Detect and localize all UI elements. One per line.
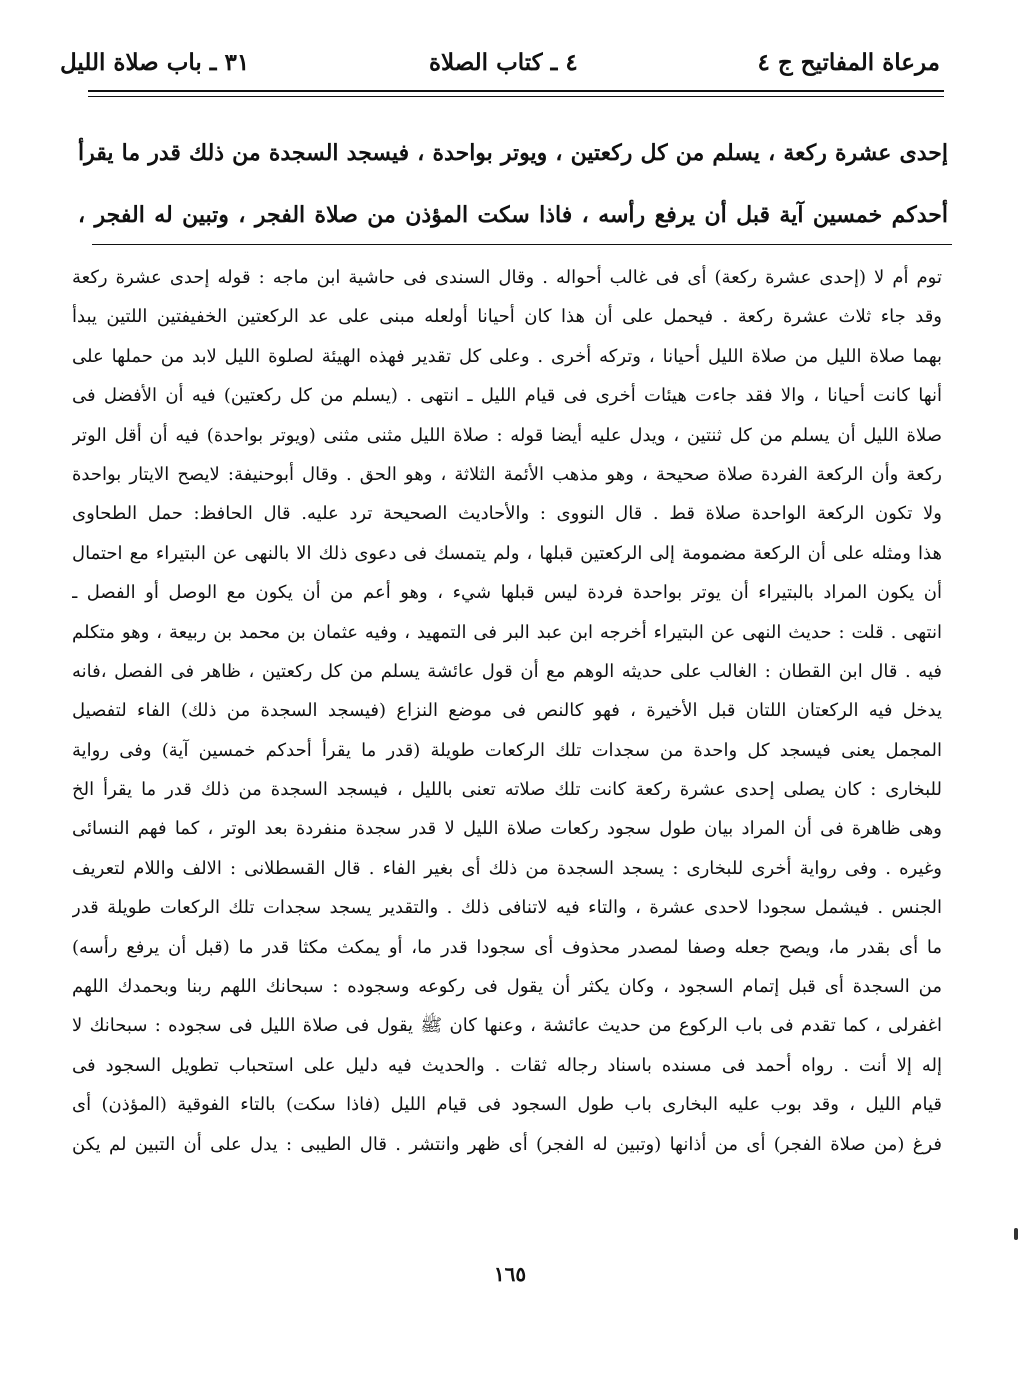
commentary [72, 258, 942, 1164]
header-rule-thin [88, 96, 944, 97]
commentary-line: صلاة الليل أن يسلم من كل ثنتين ، ويدل عليه أيضا قوله : صلاة الليل مثنى مثنى (ويوتر بواحدة) فيه أن أقل الوتر [72, 424, 942, 446]
commentary-line: توم أم لا (إحدى عشرة ركعة) أى فى غالب أحواله . وقال السندى فى حاشية ابن ماجه : قوله إحدى عشرة ركعة [72, 267, 942, 288]
commentary-line: فيه . قال ابن القطان : الغالب على حديثه الوهم مع أن قول عائشة يسلم من كل ركعتين ، ظاهر فى الفصل ،فانه [72, 660, 942, 682]
text-commentary-divider [92, 244, 952, 245]
commentary-line: يدخل فيه الركعتان اللتان قبل الأخيرة ، فهو كالنص فى موضع النزاع (فيسجد السجدة من ذلك) الفاء لتفصيل [72, 700, 942, 722]
commentary-line: اغفرلى ، كما تقدم فى باب الركوع من حديث عائشة ، وعنها كان ﷺ يقول فى صلاة الليل فى سجوده : سبحانك لا [72, 1015, 942, 1037]
commentary-line: إله إلا أنت . رواه أحمد فى مسنده باسناد رجاله ثقات . والحديث فيه دليل على استحباب تطويل السجود فى [72, 1054, 942, 1076]
commentary-line: انتهى . قلت : حديث النهى عن البتيراء أخرجه ابن عبد البر فى التمهيد ، وفيه عثمان بن محمد بن ربيعة ، وهو متكلم [72, 621, 942, 643]
commentary-line: من السجدة أى قبل إتمام السجود ، وكان يكثر أن يقول فى ركوعه وسجوده : سبحانك اللهم ربنا وبحمدك اللهم [72, 976, 942, 998]
running-header [60, 40, 940, 84]
header-section-title: ٣١ ـ باب صلاة الليل [60, 48, 250, 76]
commentary-line: ركعة وأن الركعة الفردة صلاة صحيحة ، وهو مذهب الأئمة الثلاثة ، وهو الحق . وقال أبوحنيفة: لايصح الايتار بواحدة [72, 463, 942, 485]
commentary-line: قيام الليل ، وقد بوب عليه البخارى باب طول السجود فى قيام الليل (فاذا سكت) بالتاء الفوقية (المؤذن) أى [72, 1094, 942, 1116]
commentary-line: للبخارى : كان يصلى إحدى عشرة ركعة كانت تلك صلاته تعنى بالليل ، فيسجد السجدة من ذلك قدر ما يقرأ الخ [72, 779, 942, 801]
header-chapter-title: ٤ ـ كتاب الصلاة [428, 48, 578, 76]
header-rule [88, 90, 944, 92]
header-book-title: مرعاة المفاتيح ج ٤ [757, 48, 940, 76]
commentary-line: ما أى بقدر ما، ويصح جعله وصفا لمصدر محذوف أى سجودا قدر ما، أو يمكث مكثا قدر ما (قبل أن يرفع رأسه) [72, 936, 942, 958]
commentary-line: الجنس . فيشمل سجودا لاحدى عشرة ، والتاء فيه لاتنافى ذلك . والتقدير يسجد سجدات تلك الركعات طويلة قدر [72, 897, 942, 919]
hadith-line: أحدكم خمسين آية قبل أن يرفع رأسه ، فاذا سكت المؤذن من صلاة الفجر ، وتبين له الفجر ، [78, 202, 948, 228]
commentary-line: ولا تكون الركعة الواحدة صلاة قط . قال النووى : والأحاديث الصحيحة ترد عليه. قال الحافظ: حمل الطحاوى [72, 503, 942, 525]
commentary-line: وغيره . وفى رواية أخرى للبخارى : يسجد السجدة من ذلك أى بغير الفاء . قال القسطلانى : الالف واللام لتعريف [72, 857, 942, 879]
commentary-line: وقد جاء ثلاث عشرة ركعة . فيحمل على أن هذا كان أحيانا أولعله مبنى على عد الركعتين الخفيفتين اللتين يبدأ [72, 306, 942, 328]
commentary-line: بهما صلاة الليل من صلاة الليل أحيانا ، وتركه أخرى . وعلى كل تقدير فهذه الهيئة لصلوة الليل لابد من حملها على [72, 345, 942, 367]
commentary-line: وهى ظاهرة فى أن المراد بيان طول سجود ركعات صلاة الليل لا قدر سجدة منفردة بعد الوتر ، كما فهم النسائى [72, 818, 942, 840]
commentary-line: أن يكون المراد بالبتيراء أن يوتر بواحدة فردة ليس قبلها شيء ، وهو أعم من أن يكون مع الوصل أو الفصل ـ [72, 582, 942, 604]
commentary-line: هذا ومثله على أن الركعة مضمومة إلى الركعتين قبلها ، ولم يتمسك فى دعوى ذلك الا بالنهى عن البتيراء مع احتمال [72, 542, 942, 564]
commentary-line: أنها كانت أحيانا ، والا فقد جاءت هيئات أخرى فى قيام الليل ـ انتهى . (يسلم من كل ركعتين) فيه أن الأفضل فى [72, 385, 942, 407]
hadith-line: إحدى عشرة ركعة ، يسلم من كل ركعتين ، ويوتر بواحدة ، فيسجد السجدة من ذلك قدر ما يقرأ [78, 140, 948, 166]
commentary-line: المجمل يعنى فيسجد كل واحدة من سجدات تلك الركعات طويلة (قدر ما يقرأ أحدكم خمسين آية) وفى رواية [72, 739, 942, 761]
hadith-text [78, 122, 948, 246]
commentary-line: فرغ (من صلاة الفجر) أى من أذانها (وتبين له الفجر) أى ظهر وانتشر . قال الطيبى : يدل على أن التبين لم يكن [72, 1133, 942, 1155]
page-number: ١٦٥ [493, 1262, 527, 1286]
scan-edge-mark [1014, 1228, 1018, 1240]
